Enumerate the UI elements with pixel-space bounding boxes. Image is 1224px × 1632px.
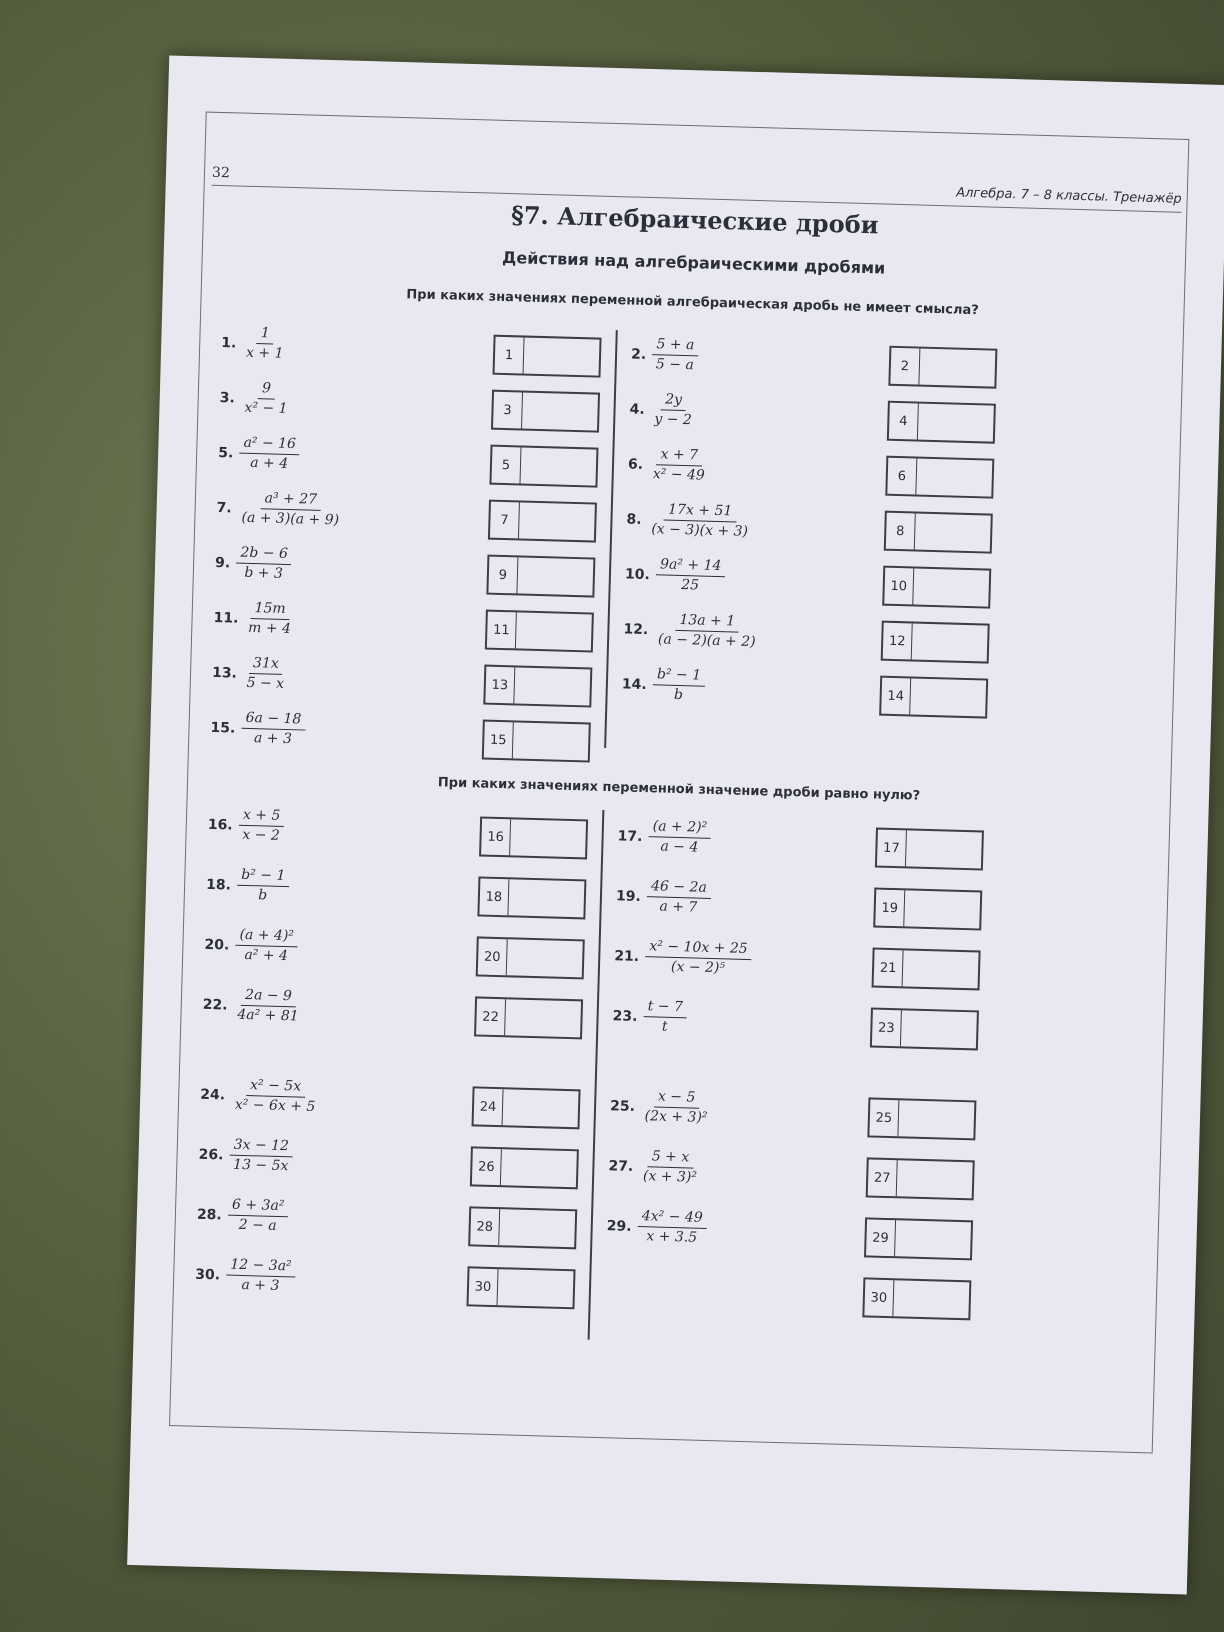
fraction (649, 447, 710, 484)
fraction (652, 337, 699, 374)
numerator: b² − 1 (653, 667, 706, 687)
answer-box-6[interactable] (872, 947, 981, 990)
numerator: 5 + x (647, 1149, 693, 1169)
answer-box-label: 12 (883, 623, 913, 660)
problem-1 (221, 325, 288, 363)
numerator: 15m (250, 601, 290, 620)
answer-box-label: 8 (886, 513, 916, 550)
problem-7 (216, 490, 344, 529)
answer-box-label: 9 (488, 557, 518, 594)
problem-8 (626, 501, 753, 540)
denominator: (a − 2)(a + 2) (657, 631, 756, 651)
answer-field[interactable] (520, 447, 596, 485)
denominator: b + 3 (244, 565, 284, 583)
problem-13 (196, 1197, 288, 1235)
answer-field[interactable] (514, 667, 590, 705)
problem-number: 8. (626, 511, 642, 528)
answer-box-8[interactable] (870, 1007, 979, 1050)
answer-field[interactable] (516, 612, 592, 650)
answer-field[interactable] (915, 514, 991, 552)
fraction (240, 381, 292, 418)
problem-number: 20. (204, 936, 230, 954)
answer-field[interactable] (910, 678, 986, 716)
answer-box-7[interactable] (488, 500, 597, 543)
problem-number: 4. (629, 401, 645, 418)
answer-field[interactable] (903, 950, 979, 988)
answer-box-3[interactable] (477, 876, 586, 919)
answer-box-14[interactable] (879, 676, 988, 719)
problem-number: 7. (216, 499, 232, 517)
answer-box-2[interactable] (888, 346, 997, 389)
problem-number: 11. (213, 609, 239, 627)
answer-box-8[interactable] (884, 511, 993, 554)
fraction (648, 819, 711, 857)
numerator: 9a² + 14 (656, 557, 726, 577)
answer-box-10[interactable] (882, 566, 991, 609)
problem-11 (198, 1137, 293, 1175)
answer-box-11[interactable] (485, 610, 594, 653)
answer-field[interactable] (918, 404, 994, 442)
numerator: 2a − 9 (241, 988, 296, 1008)
problem-number: 25. (609, 1098, 636, 1115)
answer-box-6[interactable] (885, 456, 994, 499)
denominator: m + 4 (247, 620, 292, 638)
fraction (242, 326, 288, 363)
answer-field[interactable] (904, 890, 980, 928)
answer-box-label: 4 (889, 403, 919, 440)
answer-box-label: 18 (479, 879, 509, 916)
problem-10 (610, 1088, 713, 1127)
running-title: Алгебра. 7 – 8 классы. Тренажёр (955, 185, 1182, 207)
answer-box-15[interactable] (482, 720, 591, 763)
answer-box-1[interactable] (493, 335, 602, 378)
answer-box-label: 13 (485, 667, 515, 704)
fraction (229, 1138, 293, 1176)
problem-number: 16. (207, 816, 233, 834)
answer-box-5[interactable] (489, 445, 598, 488)
answer-field[interactable] (513, 722, 589, 760)
numerator: b² − 1 (237, 868, 290, 888)
problem-13 (212, 655, 289, 693)
answer-box-label: 2 (890, 348, 920, 385)
answer-box-label: 27 (868, 1159, 898, 1196)
problem-number: 28. (196, 1206, 222, 1224)
numerator: 3x − 12 (229, 1138, 293, 1158)
denominator: 25 (681, 577, 700, 594)
answer-box-label: 21 (874, 950, 904, 987)
answer-box-label: 5 (491, 447, 521, 484)
answer-field[interactable] (505, 999, 581, 1037)
answer-box-label: 23 (872, 1010, 902, 1047)
answer-box-label: 24 (474, 1088, 504, 1125)
problem-11 (213, 600, 296, 638)
answer-box-9[interactable] (472, 1086, 581, 1129)
answer-box-label: 28 (470, 1208, 500, 1245)
answer-box-3[interactable] (491, 390, 600, 433)
section1-question: При каких значениях переменной алгебраическая дробь не имеет смысла? (406, 287, 979, 319)
answer-field[interactable] (519, 502, 595, 540)
problem-7 (202, 987, 303, 1026)
answer-box-label: 10 (884, 568, 914, 605)
answer-box-2[interactable] (875, 828, 984, 871)
denominator: 5 − x (246, 675, 285, 693)
denominator: a + 4 (250, 455, 289, 473)
problem-number: 24. (200, 1086, 226, 1104)
numerator: 9 (258, 381, 275, 400)
fraction (239, 436, 300, 473)
numerator: x² − 10x + 25 (645, 939, 752, 960)
fraction (650, 392, 696, 429)
denominator: x² − 1 (244, 400, 288, 418)
problem-number: 26. (198, 1146, 224, 1164)
fraction (652, 667, 705, 704)
fraction (637, 1209, 707, 1247)
denominator: x + 1 (245, 345, 284, 363)
numerator: 5 + a (652, 337, 698, 357)
answer-box-5[interactable] (476, 936, 585, 979)
fraction (647, 502, 753, 541)
page-subtitle: Действия над алгебраическими дробями (501, 247, 886, 278)
numerator: 6a − 18 (241, 711, 305, 731)
fraction (236, 868, 289, 905)
answer-box-label: 6 (887, 458, 917, 495)
answer-box-label: 30 (864, 1279, 894, 1316)
answer-box-label: 3 (493, 392, 523, 429)
numerator: 2b − 6 (236, 546, 292, 566)
fraction (235, 928, 298, 966)
numerator: x + 5 (239, 808, 285, 828)
fraction (654, 612, 761, 651)
problem-6 (628, 446, 710, 484)
problem-number: 23. (612, 1008, 638, 1025)
problem-15 (210, 710, 305, 748)
answer-field[interactable] (898, 1100, 974, 1138)
page-title: §7. Алгебраические дроби (510, 200, 879, 240)
problem-4 (615, 878, 710, 916)
problem-number: 2. (630, 346, 647, 363)
denominator: (x − 2)⁵ (670, 959, 726, 977)
fraction (233, 988, 303, 1026)
problem-number: 14. (621, 676, 647, 693)
answer-field[interactable] (912, 623, 988, 661)
problem-number: 6. (627, 456, 644, 473)
fraction (646, 879, 711, 917)
numerator: x + 7 (656, 447, 702, 467)
problem-14 (606, 1208, 707, 1247)
problem-9 (215, 545, 292, 583)
problem-number: 15. (210, 719, 236, 737)
answer-field[interactable] (897, 1160, 973, 1198)
fraction (640, 1089, 712, 1127)
denominator: x² − 6x + 5 (234, 1097, 316, 1116)
answer-box-label: 30 (469, 1268, 499, 1305)
fraction (238, 808, 284, 845)
answer-box-label: 16 (481, 819, 511, 856)
problem-number: 18. (205, 876, 232, 894)
problem-number: 19. (615, 888, 642, 905)
numerator: 31x (249, 656, 283, 675)
problem-14 (621, 666, 705, 704)
problem-number: 1. (221, 334, 237, 352)
numerator: 13a + 1 (675, 613, 739, 633)
answer-box-1[interactable] (479, 816, 588, 859)
answer-field[interactable] (901, 1010, 977, 1048)
answer-field[interactable] (508, 879, 584, 917)
worksheet-page (127, 55, 1224, 1594)
problem-number: 29. (606, 1218, 632, 1235)
fraction (244, 601, 296, 638)
answer-box-label: 17 (877, 830, 907, 867)
numerator: 6 + 3a² (228, 1198, 289, 1218)
fraction (643, 999, 687, 1036)
denominator: x + 3.5 (646, 1228, 698, 1247)
fraction (231, 1078, 320, 1116)
problem-3 (206, 867, 290, 905)
answer-box-10[interactable] (867, 1097, 976, 1140)
numerator: 4x² − 49 (638, 1209, 707, 1229)
problem-2 (631, 337, 699, 375)
answer-box-label: 29 (866, 1219, 896, 1256)
answer-field[interactable] (895, 1220, 971, 1258)
numerator: t − 7 (643, 999, 687, 1019)
answer-box-16[interactable] (862, 1277, 971, 1320)
denominator: x − 2 (242, 827, 281, 845)
denominator: 2 − a (238, 1217, 277, 1235)
numerator: 12 − 3a² (226, 1258, 296, 1278)
denominator: t (661, 1019, 668, 1036)
problem-9 (200, 1077, 320, 1116)
denominator: 5 − a (655, 356, 695, 374)
answer-box-12[interactable] (866, 1157, 975, 1200)
fraction (226, 1258, 296, 1296)
answer-box-label: 15 (484, 722, 514, 759)
problem-number: 3. (219, 389, 236, 407)
answer-field[interactable] (499, 1209, 575, 1247)
answer-field[interactable] (919, 349, 995, 387)
numerator: x² − 5x (246, 1078, 305, 1098)
denominator: (2x + 3)² (644, 1108, 708, 1127)
fraction (645, 939, 752, 978)
answer-box-13[interactable] (468, 1206, 577, 1249)
numerator: a³ + 27 (260, 491, 321, 511)
numerator: 2y (661, 392, 686, 411)
numerator: (a + 2)² (648, 819, 711, 839)
problem-10 (624, 556, 725, 595)
answer-field[interactable] (916, 459, 992, 497)
problem-12 (608, 1148, 702, 1186)
problem-number: 5. (217, 444, 234, 462)
denominator: (x − 3)(x + 3) (651, 521, 749, 541)
answer-box-9[interactable] (486, 555, 595, 598)
fraction (236, 546, 292, 583)
problem-12 (623, 611, 760, 651)
answer-box-label: 25 (869, 1099, 899, 1136)
denominator: 4a² + 81 (237, 1007, 299, 1025)
numerator: x − 5 (654, 1089, 700, 1109)
problem-5 (218, 435, 300, 473)
fraction (237, 491, 344, 530)
problem-number: 10. (624, 566, 651, 584)
denominator: (x + 3)² (642, 1168, 698, 1187)
problem-number: 13. (211, 664, 238, 682)
fraction (655, 557, 725, 595)
numerator: 17x + 51 (664, 502, 737, 522)
numerator: (a + 4)² (235, 928, 298, 948)
answer-field[interactable] (522, 393, 598, 431)
denominator: y − 2 (654, 411, 693, 429)
problem-6 (614, 938, 752, 978)
problem-5 (204, 927, 298, 965)
answer-box-13[interactable] (483, 665, 592, 708)
problem-number: 27. (608, 1158, 634, 1175)
answer-field[interactable] (913, 568, 989, 606)
problem-1 (207, 807, 284, 845)
problem-number: 22. (202, 996, 228, 1014)
section2-question: При каких значениях переменной значение дроби равно нулю? (437, 775, 921, 804)
page-number: 32 (211, 164, 231, 182)
answer-box-7[interactable] (474, 996, 583, 1039)
answer-box-label: 20 (478, 938, 508, 975)
denominator: (a + 3)(a + 9) (241, 510, 340, 529)
answer-field[interactable] (517, 557, 593, 595)
answer-field[interactable] (524, 338, 600, 376)
answer-box-label: 19 (875, 890, 905, 927)
fraction (639, 1149, 702, 1186)
problem-number: 12. (623, 621, 649, 638)
numerator: 1 (257, 326, 274, 345)
numerator: a² − 16 (239, 436, 300, 456)
denominator: b (673, 687, 684, 704)
answer-box-label: 26 (472, 1148, 502, 1185)
answer-box-label: 14 (881, 678, 911, 715)
answer-box-15[interactable] (466, 1266, 575, 1309)
denominator: 13 − 5x (232, 1157, 289, 1175)
answer-box-11[interactable] (470, 1146, 579, 1189)
denominator: a − 4 (660, 838, 699, 856)
problem-4 (629, 391, 696, 429)
answer-field[interactable] (501, 1149, 577, 1187)
problem-number: 17. (617, 828, 643, 845)
denominator: a + 7 (659, 898, 698, 916)
answer-box-label: 1 (495, 337, 525, 374)
answer-field[interactable] (498, 1269, 574, 1307)
problem-number: 30. (195, 1266, 221, 1284)
denominator: a + 3 (253, 730, 293, 748)
problem-number: 9. (214, 554, 231, 572)
fraction (227, 1198, 288, 1235)
answer-field[interactable] (510, 819, 586, 857)
problem-number: 21. (614, 948, 640, 965)
denominator: a² + 4 (244, 947, 289, 965)
fraction (241, 711, 306, 749)
numerator: 46 − 2a (647, 879, 711, 899)
answer-field[interactable] (893, 1280, 969, 1318)
answer-box-4[interactable] (873, 888, 982, 931)
answer-box-label: 11 (487, 612, 517, 649)
answer-box-label: 7 (490, 502, 520, 539)
denominator: a + 3 (241, 1277, 280, 1295)
problem-15 (195, 1257, 296, 1296)
problem-8 (612, 998, 687, 1036)
answer-box-4[interactable] (887, 401, 996, 444)
fraction (242, 656, 288, 693)
denominator: b (258, 887, 268, 904)
answer-box-label: 22 (476, 998, 506, 1035)
problem-3 (219, 380, 292, 418)
answer-field[interactable] (906, 830, 982, 868)
answer-box-12[interactable] (881, 621, 990, 664)
problem-2 (617, 818, 711, 856)
answer-field[interactable] (507, 939, 583, 977)
denominator: x² − 49 (652, 466, 705, 484)
answer-field[interactable] (503, 1089, 579, 1127)
answer-box-14[interactable] (864, 1217, 973, 1260)
